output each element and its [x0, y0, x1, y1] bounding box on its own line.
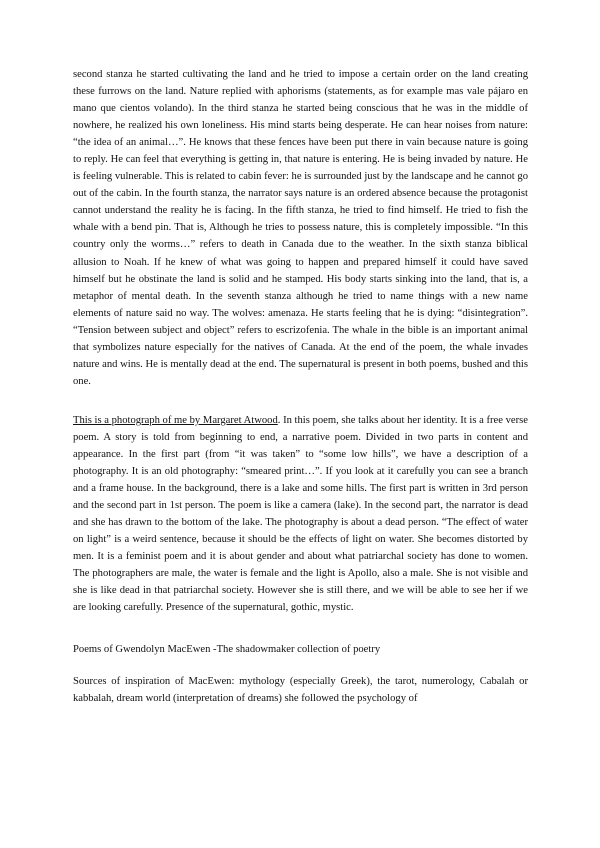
- paragraph-atwood-body: . In this poem, she talks about her identity. It is a free verse poem. A story is told from beginning to end, a narrative poem. Divided in two parts in content and appearance. In the first part (from “it was taken” to “some low hills”, we have a description of a photography. It is an old photography: “smeared print…”. If you look at it carefully you can see a branch and a frame house. In the background, there is a lake and some hills. The first part is written in 3rd person and the second part in 1st person. The poem is like a camera (lake). In the second part, the narrator is dead and she has drawn to the bottom of the lake. The photography is about a dead person. “The effect of water on light” is a weird sentence, because it should be the effects of light on water. She becomes distorted by men. It is a feminist poem and it is about gender and about what patriarchal society has done to women. The photographers are male, the water is female and the light is Apollo, also a male. She is not visible and she is like dead in that patriarchal society. However she is still there, and we will be able to see her if we are looking carefully. Presence of the supernatural, gothic, mystic.: [73, 414, 528, 614]
- page-content: [73, 66, 528, 707]
- paragraph-sources: Sources of inspiration of MacEwen: mythology (especially Greek), the tarot, numerology, Cabalah or kabbalah, dream world (interpretation of dreams) she followed the psychology of: [73, 675, 528, 704]
- paragraph-atwood-analysis: [73, 412, 528, 617]
- poem-title-link: This is a photograph of me by Margaret Atwood: [73, 414, 278, 426]
- section-heading: Poems of Gwendolyn MacEwen -The shadowmaker collection of poetry: [73, 644, 381, 656]
- paragraph-stanza-analysis: second stanza he started cultivating the land and he tried to impose a certain order on the land creating these furrows on the land. Nature replied with aphorisms (statements, as for example mas vale pájaro en mano que cientos volando). In the third stanza he started being conscious that he was in the middle of nowhere, he realized his own loneliness. His mind starts being desperate. He can hear noises from nature: “the idea of an animal…”. He knows that these fences have been put there in vain because nature is going to reply. He can feel that everything is getting in, that nature is entering. He is being invaded by nature. He is feeling vulnerable. This is related to cabin fever: he is surrounded just by the landscape and he cannot go out of the cabin. In the fourth stanza, the narrator says nature is an ordered absence because the protagonist cannot understand the reality he is facing. In the fifth stanza, he tried to find himself. He tried to fish the whale with a bend pin. That is, Although he tries to possess nature, this is completely impossible. “In this country only the worms…” refers to death in Canada due to the weather. In the sixth stanza biblical allusion to Noah. If he knew of what was going to happen and prepared himself it could have saved himself but he obstinate the land is solid and he stamped. His body starts sinking into the land, that is, a metaphor of mental death. In the seventh stanza although he tried to name things with a new name elements of nature said no way. The wolves: amenaza. He starts feeling that he is dying: “disintegration”. “Tension between subject and object” refers to escrizofenia. The whale in the bible is an important animal that symbolizes nature especially for the natives of Canada. At the end of the poem, the whale invades nature and wins. He is mentally dead at the end. The supernatural is present in both poems, bushed and this one.: [73, 69, 528, 387]
